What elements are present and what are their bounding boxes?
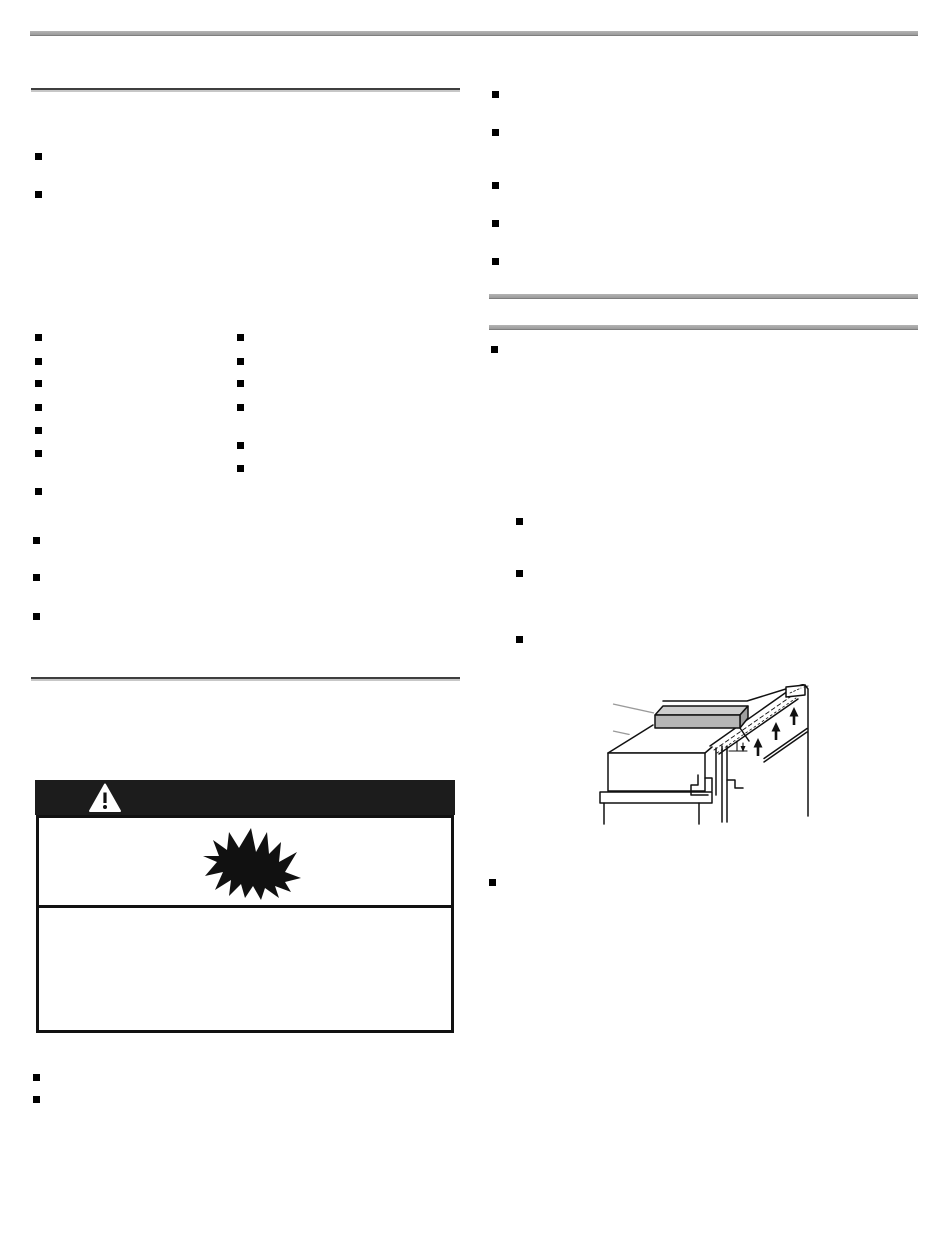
airflow-arrow <box>754 738 763 756</box>
bullet-marker <box>237 465 244 472</box>
bullet-marker <box>35 404 42 411</box>
side-panel-edge <box>805 685 808 816</box>
bullet-marker <box>237 380 244 387</box>
bullet-marker <box>35 380 42 387</box>
bullet-marker <box>492 182 499 189</box>
bullet-marker <box>35 358 42 365</box>
grille-top-face <box>655 706 748 715</box>
bullet-marker <box>492 220 499 227</box>
bullet-marker <box>33 1074 40 1081</box>
page-top-bar <box>30 31 918 36</box>
bullet-marker <box>237 404 244 411</box>
airflow-arrow <box>790 707 799 725</box>
bullet-marker <box>492 91 499 98</box>
bullet-marker <box>516 518 523 525</box>
bullet-marker <box>33 537 40 544</box>
right-section-bar-1 <box>489 294 918 299</box>
warning-instruction-section <box>39 908 451 1030</box>
warning-box <box>36 815 454 1033</box>
bullet-marker <box>516 636 523 643</box>
warning-header-bar <box>35 780 455 815</box>
warning-hazard-section <box>39 818 451 908</box>
side-panel-bottom-edge <box>764 729 807 759</box>
bullet-marker <box>35 488 42 495</box>
bullet-marker <box>35 191 42 198</box>
bullet-marker <box>35 334 42 341</box>
airflow-arrow <box>772 722 781 740</box>
bullet-marker <box>237 442 244 449</box>
bullet-marker <box>516 570 523 577</box>
bullet-marker <box>35 153 42 160</box>
cabinet-lip <box>600 792 712 803</box>
grille-front-face <box>655 715 740 728</box>
left-section-rule-2 <box>31 677 460 679</box>
refrigerator-top-airflow-illustration <box>595 684 817 832</box>
bullet-marker <box>237 334 244 341</box>
bullet-marker <box>489 879 496 886</box>
step-bracket <box>727 780 743 788</box>
left-section-rule-1 <box>31 88 460 90</box>
bullet-marker <box>33 613 40 620</box>
bullet-marker <box>33 574 40 581</box>
bullet-marker <box>35 450 42 457</box>
explosion-icon <box>201 826 301 902</box>
side-panel-bottom-edge <box>764 732 807 762</box>
cabinet-notch <box>786 685 805 697</box>
bullet-marker <box>237 358 244 365</box>
bullet-marker <box>35 427 42 434</box>
bullet-marker <box>33 1096 40 1103</box>
bullet-marker <box>492 258 499 265</box>
bullet-marker <box>492 129 499 136</box>
right-section-bar-2 <box>489 325 918 330</box>
bullet-marker <box>491 346 498 353</box>
refrigerator-step <box>705 778 712 791</box>
alert-triangle-icon <box>88 783 122 813</box>
